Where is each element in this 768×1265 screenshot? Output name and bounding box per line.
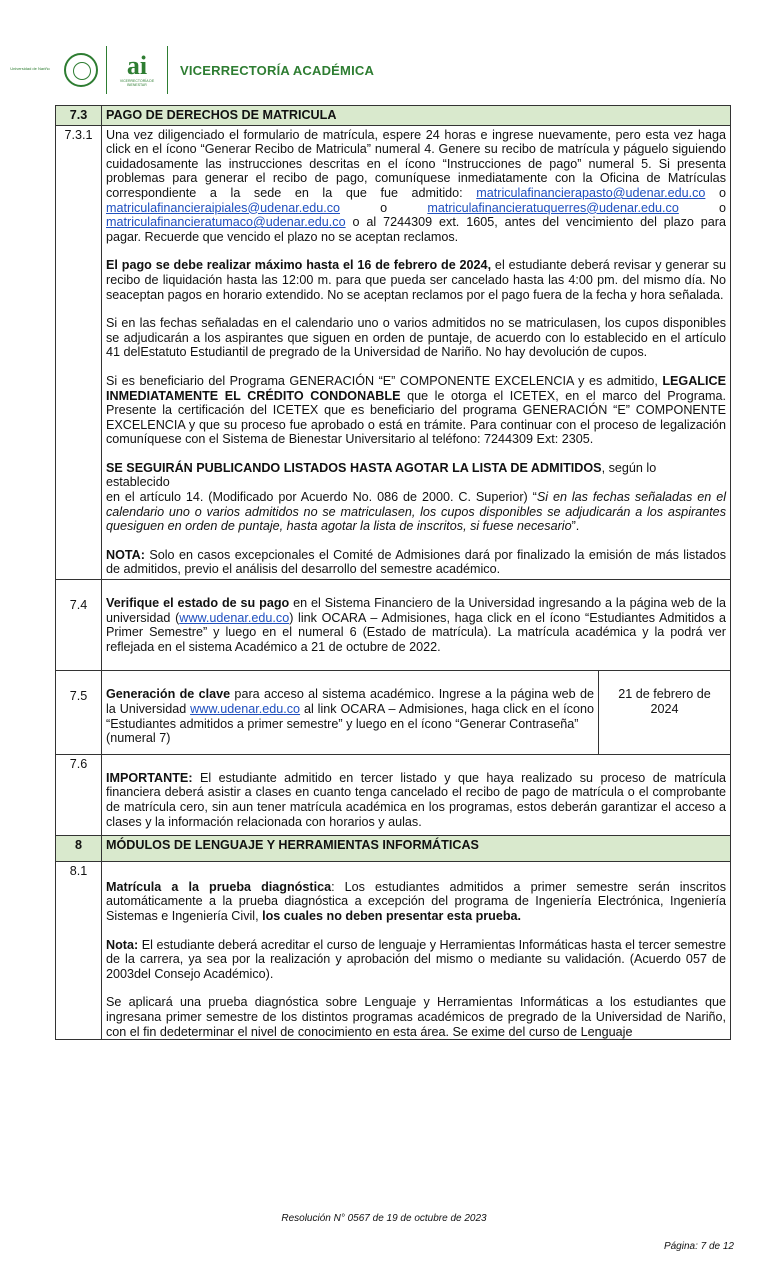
- bold-text: SE SEGUIRÁN PUBLICANDO LISTADOS HASTA AGOTAR LA LISTA DE ADMITIDOS: [106, 460, 602, 475]
- section-row-7-3: [56, 106, 731, 126]
- ai-logo: [115, 53, 159, 87]
- section-title: PAGO DE DERECHOS DE MATRICULA: [102, 106, 731, 126]
- paragraph: [106, 461, 726, 534]
- text: : Los estudiantes admitidos a primer semestre serán inscritos automáticamente a la prueba diagnóstica a excepción del programa de Ingeniería Electrónica, Ingeniería Sistemas e Ingeniería Civil,: [106, 879, 726, 923]
- header-title: VICERRECTORÍA ACADÉMICA: [180, 62, 375, 78]
- text: El estudiante admitido en tercer listado y que haya realizado su proceso de matrícula financiera deberá asistir a clases en cuanto tenga cancelado el recibo de pago de matrícula o el comprobante de matrícula cero, sin aun tener matrícula académica en los programas, estos deberán garantizar el acceso a clases y la información relacionada con horarios y aulas.: [106, 770, 726, 829]
- bold-text: los cuales no deben presentar esta prueba.: [262, 908, 522, 923]
- footer-resolution: Resolución N° 0567 de 19 de octubre de 2023: [281, 1213, 487, 1224]
- text: que le otorga el ICETEX, en el marco del Programa. Presente la certificación del ICETEX que es beneficiario del programa GENERACIÓN “E” COMPONENTE EXCELENCIA y que su proceso fue aprobado o está en trámite. Para continuar con el proceso de legalización comuníquese con el Sistema de Bienestar Universitario al teléfono: 7244309 Ext: 2305.: [106, 388, 727, 447]
- text: en el artículo 14. (Modificado por Acuerdo No. 086 de 2000. C. Superior) “: [106, 490, 537, 505]
- paragraph: Si en las fechas señaladas en el calendario uno o varios admitidos no se matriculasen, los cupos disponibles se adjudicarán a los aspirantes que siguen en orden de puntaje, de acuerdo con lo establecido en el artículo 41 delEstatuto Estudiantil de pregrado de la Universidad de Nariño. No hay devolución de cupos.: [106, 316, 726, 360]
- bold-text: LEGALICE INMEDIATAMENTE EL CRÉDITO CONDONABLE: [106, 373, 726, 403]
- text: en el Sistema Financiero de la Universidad ingresando a la página web de la universidad (: [106, 596, 726, 625]
- university-seal-logo: [64, 53, 98, 87]
- content-table: [55, 105, 731, 1040]
- bold-text: Nota:: [106, 937, 139, 952]
- row-7-6: [56, 754, 731, 835]
- email-link[interactable]: matriculafinancierapasto@udenar.edu.co: [476, 185, 706, 200]
- page-number: Página: 7 de 12: [663, 1241, 734, 1252]
- text: al link OCARA – Admisiones, haga click en el ícono “Estudiantes admitidos a primer semestre” y luego en el ícono “Generar Contraseña”: [106, 702, 594, 731]
- paragraph: [106, 374, 726, 447]
- text: o al: [352, 215, 377, 230]
- text: establecido: [106, 475, 170, 490]
- text: o: [719, 185, 727, 200]
- paragraph: [106, 258, 726, 302]
- page-header: [58, 42, 374, 98]
- row-content: [102, 861, 731, 1039]
- email-link[interactable]: matriculafinancieratuquerres@udenar.edu.co: [427, 200, 679, 215]
- section-number: 8: [56, 836, 102, 862]
- bold-text: El pago se debe realizar máximo hasta el 16 de febrero de 2024,: [106, 258, 492, 273]
- text: 7244309 ext. 1605, antes del vencimiento del plazo para pagar. Recuerde que vencido el plazo no se aceptan reclamos.: [106, 215, 726, 244]
- row-7-3-1: [56, 125, 731, 579]
- bold-text: Generación de clave: [106, 687, 231, 702]
- website-link[interactable]: www.udenar.edu.co: [190, 702, 301, 716]
- text: Una vez diligenciado el formulario de matrícula, espere 24 horas e ingrese nuevamente, pero esta vez haga click en el ícono “Generar Recibo de Matricula” numeral 4. Genere su recibo de matrícula y páguelo siguiendo cuidadosamente las instrucciones descritas en el ícono “Instrucciones de pago” numeral 5. Si presenta problemas para generar el recibo de pago, comuníquese inmediatamente con la Oficina de Matrículas correspondiente a la sede en la que fue admitido:: [106, 127, 726, 200]
- text: o: [380, 200, 388, 215]
- paragraph: [106, 128, 726, 245]
- row-number: 7.5: [56, 671, 102, 754]
- paragraph: [106, 548, 726, 577]
- text: Solo en casos excepcionales el Comité de Admisiones dará por finalizado la emisión de más listados de admitidos, previo el análisis del desarrollo del semestre académico.: [106, 547, 726, 577]
- text: o: [719, 200, 727, 215]
- website-link[interactable]: www.udenar.edu.co: [179, 610, 290, 625]
- row-content: [102, 580, 731, 671]
- section-row-8: [56, 836, 731, 862]
- email-link[interactable]: matriculafinancieratumaco@udenar.edu.co: [106, 215, 346, 230]
- paragraph: [106, 938, 726, 982]
- row-8-1: [56, 861, 731, 1039]
- row-7-5: [56, 671, 731, 754]
- paragraph: [106, 880, 726, 924]
- row-content: [102, 671, 599, 754]
- bold-text: Verifique el estado de su pago: [106, 596, 290, 611]
- bold-text: NOTA:: [106, 547, 145, 562]
- text: Si es beneficiario del Programa GENERACIÓN “E” COMPONENTE EXCELENCIA y es admitido,: [106, 373, 663, 388]
- row-number: 8.1: [56, 861, 102, 1039]
- row-number: 7.3.1: [56, 125, 102, 579]
- paragraph: Se aplicará una prueba diagnóstica sobre Lenguaje y Herramientas Informáticas a los estudiantes que ingresana primer semestre de los distintos programas académicos de pregrado de la Universidad de Nariño, con el fin dedeterminar el nivel de conocimiento en esta área. Se exime del curso de Lenguaje: [106, 995, 726, 1039]
- row-content: [102, 754, 731, 835]
- row-content: [102, 125, 731, 579]
- date-cell: 21 de febrero de 2024: [599, 671, 731, 754]
- header-divider-2: [167, 46, 168, 94]
- bold-text: IMPORTANTE:: [106, 770, 193, 785]
- text: ) link OCARA – Admisiones, haga click en el ícono “Estudiantes Admitidos a Primer Semestre” y luego en el numeral 6 (Estado de matrícula). La matrícula académica y la podrá ver reflejada en el sistema Académico a 21 de octubre de 2022.: [106, 610, 726, 654]
- text: , según lo: [601, 460, 657, 475]
- text: el estudiante deberá revisar y generar su recibo de liquidación hasta las 12:00 m. para que pueda ser cancelado hasta las 4:00 pm. del mismo día. No seaceptan pagos en horario extendido. No se aceptan reclamos por el pago fuera de la fecha y hora señalada.: [106, 258, 726, 302]
- email-link[interactable]: matriculafinancieraipiales@udenar.edu.co: [106, 200, 341, 215]
- row-number: 7.6: [56, 754, 102, 835]
- text: para acceso al sistema académico. Ingrese a la página web de la Universidad: [106, 687, 594, 716]
- text: El estudiante deberá acreditar el curso de lenguaje y Herramientas Informáticas hasta el tercer semestre de la carrera, ya sea por la realización y aprobación del mismo o mediante su validación. (Acuerdo 057 de 2003del Consejo Académico).: [106, 937, 726, 981]
- italic-text: Si en las fechas señaladas en el calendario uno o varios admitidos no se matriculasen, los cupos disponibles se adjudicarán a los aspirantes quesiguen en orden de puntaje, hasta agotar la lista de inscritos, si fuese necesario: [106, 490, 726, 534]
- section-number: 7.3: [56, 106, 102, 126]
- bold-text: Matrícula a la prueba diagnóstica: [106, 879, 332, 894]
- header-divider: [106, 46, 107, 94]
- seal-caption: Universidad de Nariño: [10, 66, 50, 71]
- row-7-4: [56, 580, 731, 671]
- ai-logo-text: ai: [126, 51, 148, 80]
- text: ”.: [571, 519, 580, 534]
- row-number: 7.4: [56, 580, 102, 671]
- section-title: MÓDULOS DE LENGUAJE Y HERRAMIENTAS INFORMÁTICAS: [102, 836, 731, 862]
- text: (numeral 7): [106, 731, 171, 746]
- ai-logo-caption: VICERRECTORÍA DE BIENESTAR: [119, 79, 155, 87]
